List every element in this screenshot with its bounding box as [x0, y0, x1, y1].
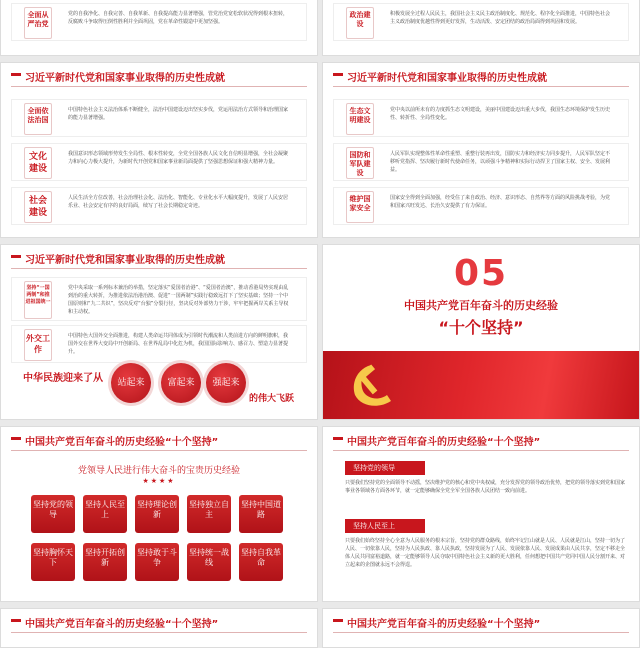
list-item [11, 187, 307, 225]
row-text: 党中央采取一系列标本兼治的举措，坚定落实“爱国者治港”、“爱国者治澳”，推动香港局势实现由乱到治的重大转折，为推进依法治港治澳、促进“一国两制”实践行稳致远打下了坚实基础；坚持一个中国原则和“九二共识”，坚决反对“台独”分裂行径，坚决反对外部势力干涉，牢牢把握两岸关系主导权和主动权。 [68, 285, 289, 315]
slide-title: 中国共产党百年奋斗的历史经验“十个坚持” [25, 437, 219, 448]
row-badge: 坚持“一国两制”和推进祖国统一 [24, 281, 52, 319]
slide-a[interactable] [0, 0, 318, 56]
slide-e[interactable] [0, 244, 318, 420]
row-badge: 维护国家安全 [346, 191, 374, 223]
slide-title: 习近平新时代党和国家事业取得的历史性成就 [25, 73, 225, 84]
box-title: 坚持人民至上 [345, 519, 425, 533]
circle-stand-up: 站起来 [111, 363, 151, 403]
circle-rich: 富起来 [161, 363, 201, 403]
slide-title: 习近平新时代党和国家事业取得的历史性成就 [25, 255, 225, 266]
header-mark [11, 73, 21, 76]
banner-left-text: 中华民族迎来了从 [23, 373, 103, 384]
header-mark [11, 619, 21, 622]
slide-title: 中国共产党百年奋斗的历史经验“十个坚持” [347, 437, 541, 448]
header-divider [11, 632, 307, 633]
list-item [11, 99, 307, 137]
slide-b[interactable] [322, 0, 640, 56]
row-badge: 外交工作 [24, 329, 52, 361]
row-badge: 全面从严治党 [24, 7, 52, 39]
tile-pioneering: 坚持开拓创新 [83, 543, 127, 581]
header-mark [11, 255, 21, 258]
header-divider [11, 268, 307, 269]
slide-i[interactable] [0, 608, 318, 648]
hammer-sickle-icon [345, 357, 397, 409]
slide-title: 中国共产党百年奋斗的历史经验“十个坚持” [25, 619, 219, 630]
section-subtitle: “十个坚持” [438, 318, 524, 337]
slide-d[interactable] [322, 62, 640, 238]
slide-subtitle: 党领导人民进行伟大奋斗的宝贵历史经验 [77, 466, 240, 476]
tile-self-reform: 坚持自我革命 [239, 543, 283, 581]
list-item [333, 99, 629, 137]
row-text: 我国意识形态领域形势发生全局性、根本性转变，全党全国各族人民文化自信明显增强，全社会凝聚力和向心力极大提升，为新时代开创党和国家事业新局面提供了坚强思想保证和强大精神力量。 [68, 151, 289, 165]
section-number: 05 [453, 253, 509, 294]
slide-h[interactable] [322, 426, 640, 602]
tile-global-vision: 坚持胸怀天下 [31, 543, 75, 581]
row-text: 党中央以前所未有的力度抓生态文明建设，美丽中国建设迈出重大步伐，我国生态环境保护发生历史性、转折性、全局性变化。 [390, 107, 611, 121]
list-item [11, 277, 307, 321]
tile-struggle: 坚持敢于斗争 [135, 543, 179, 581]
tile-united-front: 坚持统一战线 [187, 543, 231, 581]
header-mark [333, 619, 343, 622]
row-badge: 文化建设 [24, 147, 52, 179]
tile-theory-innovation: 坚持理论创新 [135, 495, 179, 533]
list-item [11, 325, 307, 363]
tile-party-leadership: 坚持党的领导 [31, 495, 75, 533]
header-mark [11, 437, 21, 440]
slide-g[interactable] [0, 426, 318, 602]
tile-people-first: 坚持人民至上 [83, 495, 127, 533]
box-title: 坚持党的领导 [345, 461, 425, 475]
row-text: 人民生活全方位改善，社会治理社会化、法治化、智能化、专业化水平大幅度提升，发展了人民安居乐业、社会安定有序的良好局面，续写了社会长期稳定奇迹。 [68, 195, 289, 209]
header-mark [333, 437, 343, 440]
row-text: 中国特色大国外交全面推进，构建人类命运共同体成为引领时代潮流和人类前进方向的鲜明旗帜，我国外交在世界大变局中开创新局、在世界乱局中化危为机，我国国际影响力、感召力、塑造力显著提升。 [68, 333, 289, 355]
row-badge: 生态文明建设 [346, 103, 374, 135]
row-text: 国家安全得到全面加强，经受住了来自政治、经济、意识形态、自然界等方面的风险挑战考验，为党和国家兴旺发达、长治久安提供了有力保证。 [390, 195, 611, 209]
row-badge: 国防和军队建设 [346, 147, 374, 179]
header-divider [11, 450, 307, 451]
row-text: 党的自我净化、自我完善、自我革新、自我提高能力显著增强，管党治党宽松软状况得到根本扭转，反腐败斗争取得压倒性胜利并全面巩固，党在革命性锻造中更加坚强。 [68, 11, 289, 25]
list-item [11, 3, 307, 41]
circle-strong: 强起来 [206, 363, 246, 403]
row-badge: 全面依法治国 [24, 103, 52, 135]
header-mark [333, 73, 343, 76]
header-divider [333, 86, 629, 87]
box-text: 只要我们始终坚持全心全意为人民服务的根本宗旨，坚持党的群众路线，始终牢记江山就是人民、人民就是江山，坚持一切为了人民、一切依靠人民，坚持为人民执政、靠人民执政，坚持发展为了人民、发展依靠人民、发展成果由人民共享，坚定不移走全体人民共同富裕道路，就一定能够领导人民夺取中国特色社会主义新的更大胜利，任何想把中国共产党同中国人民分割开来、对立起来的企图就永远不会得逞。 [345, 538, 625, 568]
list-item [333, 143, 629, 181]
header-divider [333, 450, 629, 451]
slide-title: 习近平新时代党和国家事业取得的历史性成就 [347, 73, 547, 84]
row-badge: 政治建设 [346, 7, 374, 39]
row-badge: 社会建设 [24, 191, 52, 223]
header-divider [333, 632, 629, 633]
slide-j[interactable] [322, 608, 640, 648]
tile-independence: 坚持独立自主 [187, 495, 231, 533]
section-title: 中国共产党百年奋斗的历史经验 [404, 299, 558, 312]
tile-china-path: 坚持中国道路 [239, 495, 283, 533]
header-divider [11, 86, 307, 87]
banner-right-text: 的伟大飞跃 [249, 394, 295, 404]
row-text: 积极发展全过程人民民主，我国社会主义民主政治制度化、规范化、程序化全面推进，中国特色社会主义政治制度优越性得到更好发挥，生动活泼、安定团结的政治局面得到巩固和发展。 [390, 11, 611, 25]
slide-title: 中国共产党百年奋斗的历史经验“十个坚持” [347, 619, 541, 630]
slide-c[interactable] [0, 62, 318, 238]
slide-f[interactable] [322, 244, 640, 420]
list-item [333, 3, 629, 41]
list-item [333, 187, 629, 225]
row-text: 中国特色社会主义法治体系不断健全，法治中国建设迈出坚实步伐，党运用法治方式领导和治理国家的能力显著增强。 [68, 107, 289, 121]
list-item [11, 143, 307, 181]
star-icon: ★★★★ [142, 477, 176, 485]
box-text: 只要我们坚持党的全面领导不动摇，坚决维护党的核心和党中央权威，充分发挥党的领导政治优势，把党的领导落实到党和国家事业各领域各方面各环节，就一定能够确保全党全军全国各族人民团结一致向前进。 [345, 480, 625, 494]
row-text: 人民军队实现整体性革命性重塑、重整行装再出发，国防实力和经济实力同步提升，人民军队坚定不移听党指挥、坚决履行新时代使命任务，以顽强斗争精神和实际行动捍卫了国家主权、安全、发展利益。 [390, 151, 611, 173]
